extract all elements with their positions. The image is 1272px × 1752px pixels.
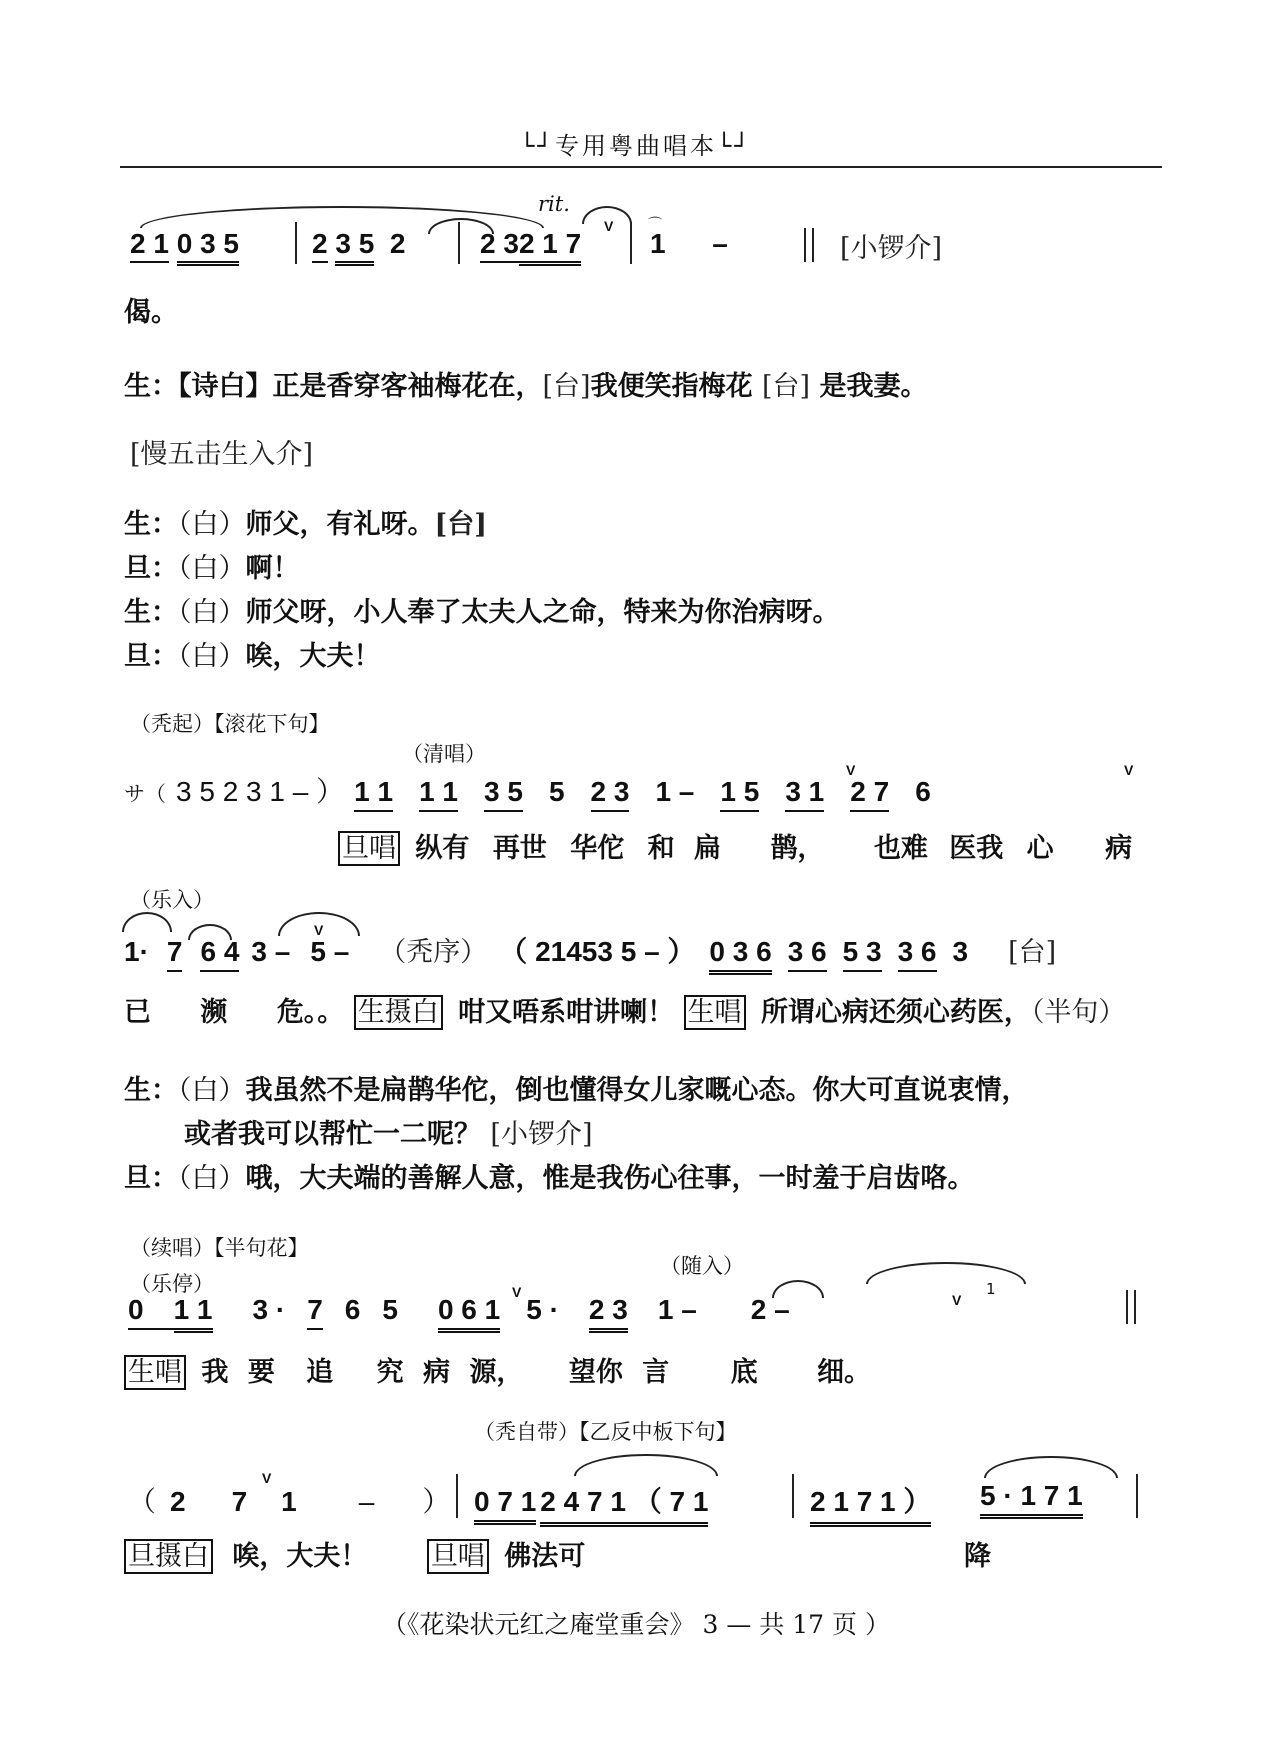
barline (456, 1474, 458, 1518)
lyric: 濒 (200, 997, 228, 1028)
cue-tai: [台] (761, 371, 811, 402)
breath-mark: V (262, 1470, 272, 1486)
speaker-label: 旦： (124, 1163, 178, 1194)
note-group: 2 – (750, 1294, 790, 1325)
barline (1136, 1474, 1138, 1518)
annotation-qingchang: （清唱） (402, 742, 486, 766)
dialogue-line (124, 364, 927, 403)
dialogue-text: 师父，有礼呀。 (245, 509, 435, 540)
lyric: 危。。 (276, 997, 345, 1028)
lyric: 华佗 (570, 833, 625, 864)
cue-tai: [台] (542, 371, 591, 402)
lyric: 和 (647, 833, 675, 864)
role-box: 生唱 (684, 995, 746, 1030)
lyric: 究 (376, 1357, 404, 1388)
cue-small-gong: [小锣介] (490, 1119, 593, 1150)
speaker-label: 生： (124, 509, 178, 540)
speaker-label: 生： (124, 1075, 178, 1106)
lyric: 鹊， (770, 833, 825, 864)
notation-line (474, 1480, 732, 1527)
dialogue-line (124, 590, 840, 629)
dialogue-line (184, 1112, 592, 1151)
note-group: 2 3 (589, 1294, 628, 1333)
note-group: 1· (124, 936, 149, 967)
free-meter-mark: サ（ (124, 782, 166, 806)
lyric: 佛法可 (504, 1541, 586, 1572)
note-group: 5 3 (843, 936, 882, 972)
breath-mark: V (512, 1284, 522, 1300)
double-barline (804, 228, 814, 262)
note-group: 2 4 7 1 （ 7 1 (540, 1480, 708, 1527)
breath-mark: V (846, 762, 856, 778)
lyric-line (124, 1350, 871, 1389)
notation-line (124, 930, 1056, 975)
tempo-mark: rit. (538, 192, 570, 216)
note-group: 0 7 1 (474, 1486, 536, 1525)
annotation-yueru: （乐入） (130, 888, 214, 912)
lyric: 降 (964, 1541, 991, 1572)
note-group: 7 (167, 936, 183, 972)
note-group: 0 3 6 (709, 936, 771, 975)
note-group: 1 1 (174, 1294, 213, 1333)
intro-notes: 3 5 2 3 1 – ） (176, 776, 345, 807)
note-group: 1 – (655, 776, 695, 807)
dialogue-text: 啊！ (245, 553, 300, 584)
intro-notation (128, 1480, 450, 1520)
note-group: 2 1 7 1 ） (810, 1480, 931, 1527)
lyric: 扁 (694, 833, 722, 864)
dialogue-text: 师父呀，小人奉了太夫人之命，特来为你治病呀。 (245, 597, 840, 628)
lyric: 细。 (817, 1357, 872, 1388)
mode-tag: （白） (178, 553, 246, 584)
measure-4: 1 – (650, 228, 728, 259)
note-group: 5 · (526, 1294, 559, 1325)
lyric: 源， (469, 1357, 524, 1388)
note-group: 6 (344, 1294, 361, 1325)
role-box: 旦唱 (427, 1539, 489, 1574)
dialogue-text: 哦，大夫端的善解人意，惟是我伤心往事，一时羞于启齿咯。 (245, 1163, 975, 1194)
speaker-label: 生： (124, 371, 178, 402)
cue-tai: [台] (1008, 937, 1057, 968)
dialogue-text: 正是香穿客袖梅花在， (272, 371, 543, 402)
note-group: 6 (915, 776, 931, 807)
note-group: 5 (382, 1294, 398, 1325)
half-phrase-note: （半句） (1030, 997, 1126, 1028)
note-group: 0 6 1 (438, 1294, 500, 1333)
fermata-icon: ⌒ (648, 217, 662, 233)
breath-mark: V (1124, 762, 1134, 778)
note-group: 3 – (251, 936, 291, 967)
barline (792, 1474, 794, 1518)
stage-direction: [慢五击生入介] (130, 439, 314, 470)
lyric: 医我 (949, 833, 1004, 864)
lyric: 也难 (873, 833, 928, 864)
speaker-label: 生： (124, 597, 178, 628)
note-group: 1 1 (354, 776, 393, 812)
mode-tag: （白） (178, 641, 246, 672)
dialogue-text: 是我妻。 (819, 371, 928, 402)
note: 2 (170, 1486, 186, 1517)
role-box: 旦摄白 (124, 1539, 213, 1574)
dialogue-text: 我便笑指梅花 (590, 371, 753, 402)
cue-tai: [台] (434, 509, 488, 540)
dialogue-line (124, 546, 300, 585)
mode-tag: （白） (178, 509, 246, 540)
mode-tag: （白） (178, 1163, 246, 1194)
grace-note: 1 (986, 1280, 996, 1298)
lyric-tail: 偈。 (124, 297, 178, 328)
measure-2: 2 3 5 2 (312, 228, 405, 260)
lyric-line (124, 1534, 585, 1573)
note: 1 (281, 1486, 297, 1517)
role-box: 生摄白 (354, 995, 443, 1030)
lyric: 追 (306, 1357, 334, 1388)
note-group: 5 – (310, 936, 350, 967)
lyric: 我 (201, 1357, 229, 1388)
notation-line (124, 770, 931, 812)
mode-tag: 【诗白】 (178, 371, 273, 402)
measure-3: 2 32 1 7 (480, 228, 581, 260)
mode-tag: （白） (178, 597, 246, 628)
role-box: 旦唱 (338, 831, 400, 866)
lyric: 病 (423, 1357, 451, 1388)
paren-open: （ (128, 1486, 157, 1517)
paren-close: ） (422, 1486, 451, 1517)
spoken-text: 咁又唔系咁讲喇！ (458, 997, 675, 1028)
breath-mark: V (604, 218, 614, 234)
interlude-notes: （ 21453 5 – ） (499, 936, 696, 967)
slur (122, 912, 172, 932)
note-group: 1 5 (720, 776, 759, 812)
lyric: 心 (1026, 833, 1054, 864)
page-header: └┘专用粤曲唱本└┘ (520, 132, 752, 160)
slur (984, 1456, 1118, 1478)
section-label: （秃自带）【乙反中板下句】 (474, 1420, 737, 1444)
lyric: 望你 (568, 1357, 623, 1388)
note: 7 (231, 1486, 248, 1517)
breath-mark: V (314, 922, 324, 938)
note-group: 2 7 (850, 776, 889, 812)
note-group: 3 1 (785, 776, 824, 812)
slur (574, 1454, 718, 1476)
lyric: 言 (642, 1357, 670, 1388)
section-label: （秃起）【滚花下句】 (130, 712, 330, 736)
lyric-line (124, 990, 1125, 1029)
spoken-text: 唉，大夫！ (232, 1541, 368, 1572)
dash: – (358, 1486, 375, 1517)
lyric: 要 (247, 1357, 275, 1388)
note-group: 0 (128, 1294, 174, 1330)
double-barline (1126, 1290, 1136, 1324)
note-group: 3 · (252, 1294, 286, 1325)
note-group: 3 6 (898, 936, 937, 972)
lyric: 已 (124, 997, 151, 1028)
dialogue-line (124, 502, 487, 541)
note-group: 5 (548, 776, 565, 807)
note-group: 3 (952, 936, 969, 967)
interlude-label: （秃序） (379, 937, 488, 968)
speaker-label: 旦： (124, 553, 178, 584)
note-group: 3 6 (788, 936, 827, 972)
barline (458, 222, 460, 264)
note-group: 7 (307, 1294, 323, 1330)
note-group: 2 3 (591, 776, 630, 812)
dialogue-line (124, 1156, 975, 1195)
page-footer: （《花染状元红之庵堂重会》 3 — 共 17 页 ） (382, 1610, 890, 1639)
lyric: 再世 (492, 833, 547, 864)
role-box: 生唱 (124, 1355, 186, 1390)
note-group: 1 1 (419, 776, 458, 812)
note-group: 3 5 (484, 776, 523, 812)
lyric: 所谓心病还须心药医， (760, 997, 1031, 1028)
notation-line (128, 1294, 790, 1333)
annotation-yueting: （乐停） (130, 1272, 214, 1296)
speaker-label: 旦： (124, 641, 178, 672)
dialogue-text: 唉，大夫！ (245, 641, 381, 672)
dialogue-text: 我虽然不是扁鹊华佗，倒也懂得女儿家嘅心态。你大可直说衷情， (245, 1075, 1029, 1106)
lyric: 纵有 (415, 833, 470, 864)
annotation-suiru: （随入） (660, 1254, 744, 1278)
barline (295, 222, 297, 264)
note-group: 6 4 (200, 936, 239, 972)
lyric: 病 (1105, 833, 1133, 864)
cue-small-gong: [小锣介] (840, 233, 943, 264)
dialogue-text: 或者我可以帮忙一二呢？ (184, 1119, 481, 1150)
slur (866, 1262, 1026, 1284)
note-group: 1 – (657, 1294, 697, 1325)
note-group: 5 · 1 7 1 (980, 1480, 1083, 1519)
header-rule (120, 166, 1162, 168)
barline (630, 222, 632, 264)
measure-1: 2 1 0 3 5 (130, 228, 239, 260)
section-label: （续唱）【半句花】 (130, 1236, 309, 1260)
lyric: 底 (730, 1357, 758, 1388)
mode-tag: （白） (178, 1075, 246, 1106)
dialogue-line (124, 1068, 1029, 1107)
lyric-line (338, 826, 1132, 865)
dialogue-line (124, 634, 381, 673)
breath-mark: V (952, 1292, 962, 1308)
